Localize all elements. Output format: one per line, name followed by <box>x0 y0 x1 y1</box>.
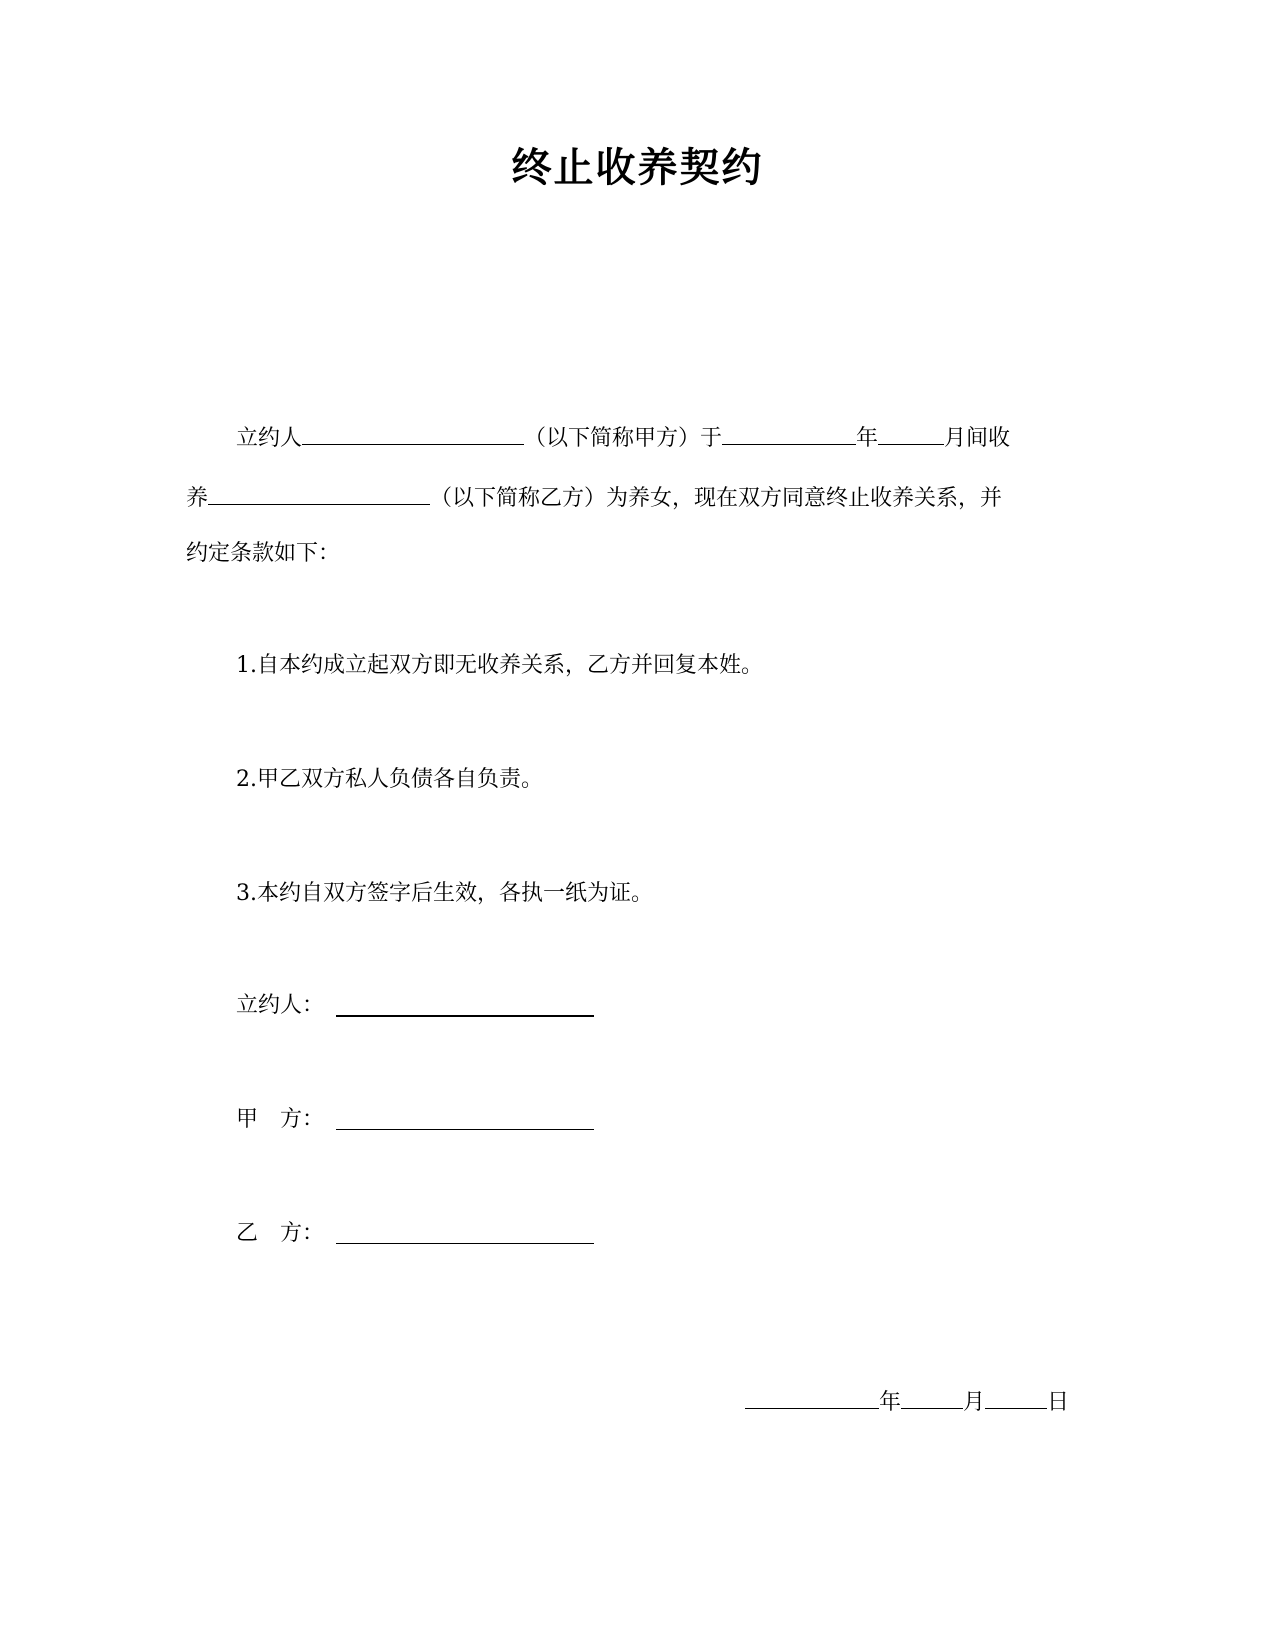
party-b-signature-line[interactable] <box>336 1243 594 1244</box>
intro-year-label: 年 <box>856 426 879 451</box>
intro-party-a-note: （以下简称甲方）于 <box>524 426 723 451</box>
intro-party-b-note: （以下简称乙方）为养女，现在双方同意终止收养关系，并 <box>430 486 1003 511</box>
party-a-signature-label: 甲 方： <box>236 1107 325 1132</box>
signing-year-label: 年 <box>879 1390 902 1415</box>
signing-month-label: 月 <box>963 1390 986 1415</box>
party-b-signature-row <box>236 1223 332 1245</box>
signing-day-label: 日 <box>1047 1390 1070 1415</box>
intro-adopt-label: 养 <box>186 486 209 511</box>
clause-2: 2.甲乙双方私人负债各自负责。 <box>236 767 543 792</box>
signer-name-blank[interactable] <box>302 424 524 445</box>
intro-line-1 <box>236 424 1010 450</box>
party-a-signature-row <box>236 1109 332 1131</box>
intro-month-label: 月间收 <box>944 426 1011 451</box>
intro-line-2 <box>186 484 1002 510</box>
intro-signer-label: 立约人 <box>236 426 303 451</box>
clause-3: 3.本约自双方签字后生效，各执一纸为证。 <box>236 881 653 906</box>
signer-signature-line[interactable] <box>336 1015 594 1017</box>
signing-year-blank[interactable] <box>745 1388 879 1409</box>
signing-date <box>745 1388 1069 1414</box>
party-a-signature-line[interactable] <box>336 1129 594 1130</box>
adoption-year-blank[interactable] <box>722 424 856 445</box>
clause-1: 1.自本约成立起双方即无收养关系，乙方并回复本姓。 <box>236 653 763 678</box>
signer-signature-label: 立约人： <box>236 993 325 1018</box>
document-title: 终止收养契约 <box>511 145 764 191</box>
party-b-signature-label: 乙 方： <box>236 1221 325 1246</box>
adoption-month-blank[interactable] <box>878 424 944 445</box>
intro-line-3: 约定条款如下： <box>186 541 341 566</box>
signer-signature-row <box>236 995 332 1017</box>
signing-month-blank[interactable] <box>901 1388 963 1409</box>
adoptee-name-blank[interactable] <box>208 484 430 505</box>
signing-day-blank[interactable] <box>985 1388 1047 1409</box>
